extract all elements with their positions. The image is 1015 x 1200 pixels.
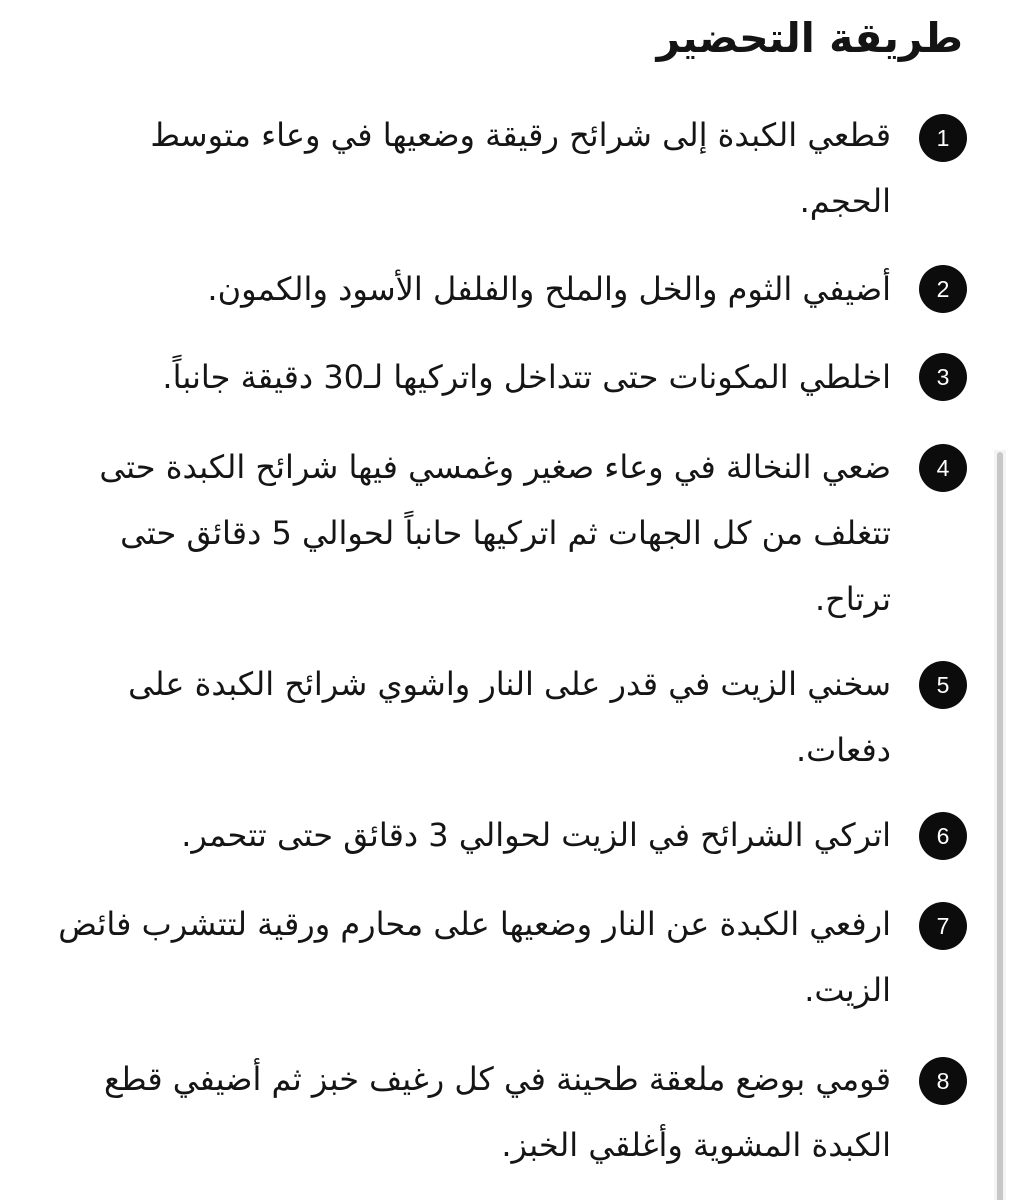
step-text: أضيفي الثوم والخل والملح والفلفل الأسود والكمون. [207, 270, 891, 308]
step-number-badge: 5 [919, 661, 967, 709]
step-text: سخني الزيت في قدر على النار واشوي شرائح الكبدة على دفعات. [128, 665, 891, 769]
step-number-badge: 7 [919, 902, 967, 950]
step-number-badge: 6 [919, 812, 967, 860]
step-number-badge: 1 [919, 114, 967, 162]
step-text: ضعي النخالة في وعاء صغير وغمسي فيها شرائح الكبدة حتى تتغلف من كل الجهات ثم اتركيها حانباً لحوالي 5 دقائق حتى ترتاح. [99, 448, 891, 618]
step-number-badge: 8 [919, 1057, 967, 1105]
step-number-badge: 4 [919, 444, 967, 492]
step-text: قطعي الكبدة إلى شرائح رقيقة وضعيها في وعاء متوسط الحجم. [150, 116, 891, 220]
step-number-badge: 2 [919, 265, 967, 313]
step-text: اخلطي المكونات حتى تتداخل واتركيها لـ30 دقيقة جانباً. [162, 358, 891, 396]
section-title: طريقة التحضير [656, 14, 963, 62]
scrollbar-thumb[interactable] [997, 452, 1003, 1200]
step-text: اتركي الشرائح في الزيت لحوالي 3 دقائق حتى تتحمر. [181, 816, 891, 854]
step-number-badge: 3 [919, 353, 967, 401]
step-text: ارفعي الكبدة عن النار وضعيها على محارم ورقية لتتشرب فائض الزيت. [58, 905, 891, 1009]
step-text: قومي بوضع ملعقة طحينة في كل رغيف خبز ثم أضيفي قطع الكبدة المشوية وأغلقي الخبز. [104, 1060, 891, 1164]
